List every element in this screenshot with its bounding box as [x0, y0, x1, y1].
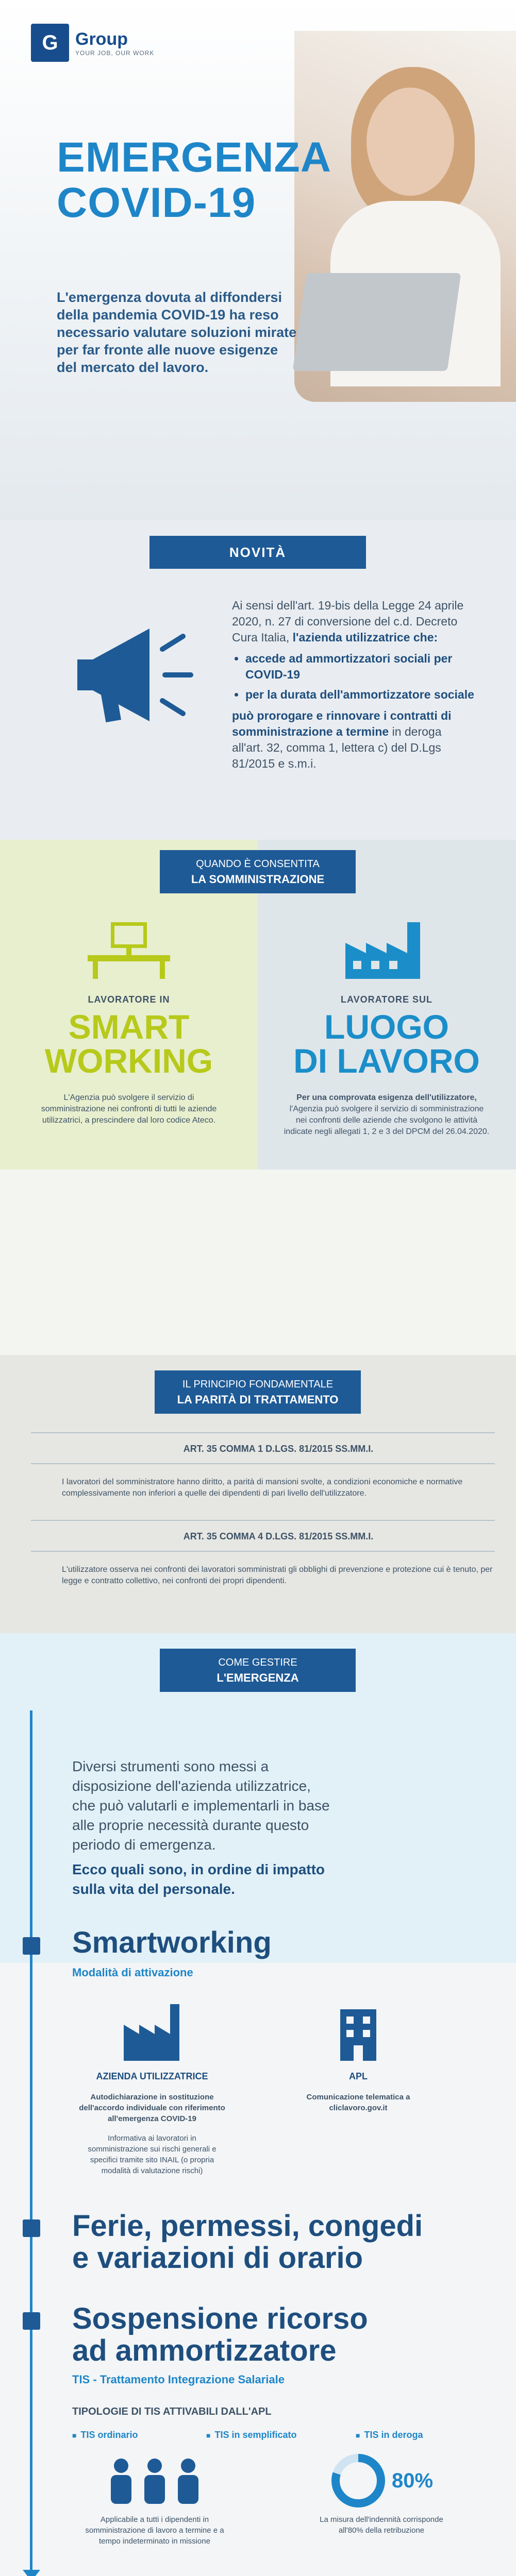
tis-types-title: TIPOLOGIE DI TIS ATTIVABILI DALL'APL [72, 2406, 272, 2417]
art2-title: ART. 35 COMMA 4 D.LGS. 81/2015 SS.MM.I. [183, 1531, 374, 1541]
novita-item: • accede ad ammortizzatori sociali per COVID-19 [245, 651, 474, 683]
office-building-icon [330, 2004, 387, 2061]
principio-section [0, 1355, 516, 1633]
smart-big-line2: WORKING [44, 1042, 213, 1080]
art1-title: ART. 35 COMMA 1 D.LGS. 81/2015 SS.MM.I. [183, 1444, 374, 1454]
novita-section [0, 520, 516, 840]
principio-label-big: LA PARITÀ DI TRATTAMENTO [177, 1393, 339, 1406]
luogo-label: LAVORATORE SUL [340, 994, 432, 1005]
novita-tail: in deroga all'art. 32, comma 1, lettera c) del D.Lgs 81/2015 e s.m.i. [232, 725, 442, 770]
novita-lead-bold: l'azienda utilizzatrice che: [292, 631, 438, 644]
art1-text: I lavoratori del somministratore hanno diritto, a parità di mansioni svolte, a condizioni economiche e normative complessivamente non inferiori a quelle dei dipendenti di pari livello dell'utilizzatore. [62, 1478, 463, 1498]
luogo-desc-bold: Per una comprovata esigenza dell'utilizzatore, [296, 1093, 477, 1102]
divider [31, 1551, 495, 1552]
quando-label [160, 850, 356, 893]
sosp-subtitle: TIS - Trattamento Integrazione Salariale [72, 2373, 285, 2386]
workers-group-icon [103, 2458, 206, 2504]
quando-section [0, 840, 516, 1355]
sosp-title-line2: ad ammortizzatore [72, 2334, 337, 2367]
divider [31, 1520, 495, 1521]
ferie-title-line2: e variazioni di orario [72, 2241, 363, 2275]
hero-title: EMERGENZA COVID-19 [57, 134, 330, 226]
gestire-label-small: COME GESTIRE [218, 1657, 297, 1668]
gestire-label [160, 1649, 356, 1692]
quando-label-small: QUANDO È CONSENTITA [196, 858, 320, 870]
smart-big-line1: SMART [68, 1008, 190, 1046]
timeline-line [30, 1710, 32, 2576]
smart-label: LAVORATORE IN [88, 994, 170, 1005]
tis-type-ordinario: ■ TIS ordinario [72, 2430, 138, 2441]
tis-type-semplificato: ■ TIS in semplificato [206, 2430, 297, 2441]
novita-tail-bold: può prorogare e rinnovare i contratti di somministrazione a termine [232, 709, 452, 738]
brand-tagline: YOUR JOB, OUR WORK [75, 49, 155, 57]
luogo-desc-text: l'Agenzia può svolgere il servizio di somministrazione nei confronti delle aziende che svolgono le attività indicate negli allegati 1, 2 e 3 del DPCM del 26.04.2020. [284, 1105, 490, 1136]
percentage-donut [330, 2452, 454, 2509]
luogo-big-line2: DI LAVORO [293, 1042, 480, 1080]
ferie-title-line1: Ferie, permessi, congedi [72, 2209, 423, 2243]
sw-right-label: APL [349, 2071, 368, 2081]
gestire-section [0, 1633, 516, 2576]
sw-left-desc2: Informativa ai lavoratori in somministrazione sui rischi generali e specifici tramite sito INAIL (o propria modalità di valutazione rischi) [88, 2134, 217, 2175]
divider [31, 1432, 495, 1433]
factory-icon [124, 2004, 180, 2061]
novita-list [245, 651, 474, 703]
sw-left-label: AZIENDA UTILIZZATRICE [96, 2071, 208, 2081]
smartworking-title: Smartworking [72, 1926, 272, 1959]
sosp-title-line1: Sospensione ricorso [72, 2302, 368, 2335]
desk-computer-icon [88, 922, 170, 979]
art2-text: L'utilizzatore osserva nei confronti dei lavoratori somministrati gli obblighi di prevenzione e protezione cui è tenuto, per legge e contratto collettivo, nei confronti dei propri dipendenti. [62, 1565, 493, 1585]
hero-intro: L'emergenza dovuta al diffondersi della pandemia COVID-19 ha reso necessario valutare soluzioni mirate per far fronte alle nuove esigenze del mercato del lavoro. [57, 290, 297, 375]
gestire-intro: Diversi strumenti sono messi a disposizione dell'azienda utilizzatrice, che può valutarli e implementarli in base alle proprie necessità durante questo periodo di emergenza. [72, 1758, 330, 1853]
principio-label-small: IL PRINCIPIO FONDAMENTALE [182, 1379, 334, 1390]
principio-label [155, 1370, 361, 1414]
tis-left-desc: Applicabile a tutti i dipendenti in somministrazione di lavoro a termine e a tempo indeterminato in missione [85, 2515, 224, 2546]
sw-right-desc: Comunicazione telematica a cliclavoro.gov.it [306, 2093, 410, 2112]
smart-desc: L'Agenzia può svolgere il servizio di somministrazione nei confronti di tutti le aziende utilizzatrici, a prescindere dal loro codice Ateco. [41, 1093, 217, 1125]
tis-right-desc: La misura dell'indennità corrisponde all'80% della retribuzione [320, 2515, 443, 2535]
novita-item: • per la durata dell'ammortizzatore sociale [245, 687, 474, 703]
percentage-label: 80% [392, 2469, 434, 2492]
brand-mark: G [31, 24, 69, 62]
tis-type-deroga: ■ TIS in deroga [356, 2430, 423, 2441]
megaphone-icon [72, 618, 201, 732]
sw-left-desc1: Autodichiarazione in sostituzione dell'accordo individuale con riferimento all'emergenza COVID-19 [79, 2093, 225, 2123]
timeline-step-marker [23, 1937, 40, 1955]
novita-text [232, 598, 474, 772]
brand-logo[interactable] [31, 24, 154, 62]
divider [31, 1463, 495, 1464]
novita-label: NOVITÀ [149, 536, 366, 569]
luogo-big-line1: LUOGO [324, 1008, 449, 1046]
brand-name: Group [75, 29, 128, 49]
timeline-step-marker [23, 2312, 40, 2330]
timeline-arrow [23, 2570, 40, 2576]
quando-label-big: LA SOMMINISTRAZIONE [191, 873, 325, 886]
factory-icon [345, 922, 428, 979]
timeline-step-marker [23, 2219, 40, 2237]
novita-lead: Ai sensi dell'art. 19-bis della Legge 24 aprile 2020, n. 27 di conversione del c.d. Decreto Cura Italia, [232, 599, 464, 644]
luogo-desc [284, 1092, 490, 1138]
smartworking-subtitle: Modalità di attivazione [72, 1966, 193, 1979]
hero-section [0, 0, 516, 520]
gestire-label-big: L'EMERGENZA [217, 1671, 299, 1684]
gestire-intro-bold: Ecco quali sono, in ordine di impatto sulla vita del personale. [72, 1861, 325, 1897]
